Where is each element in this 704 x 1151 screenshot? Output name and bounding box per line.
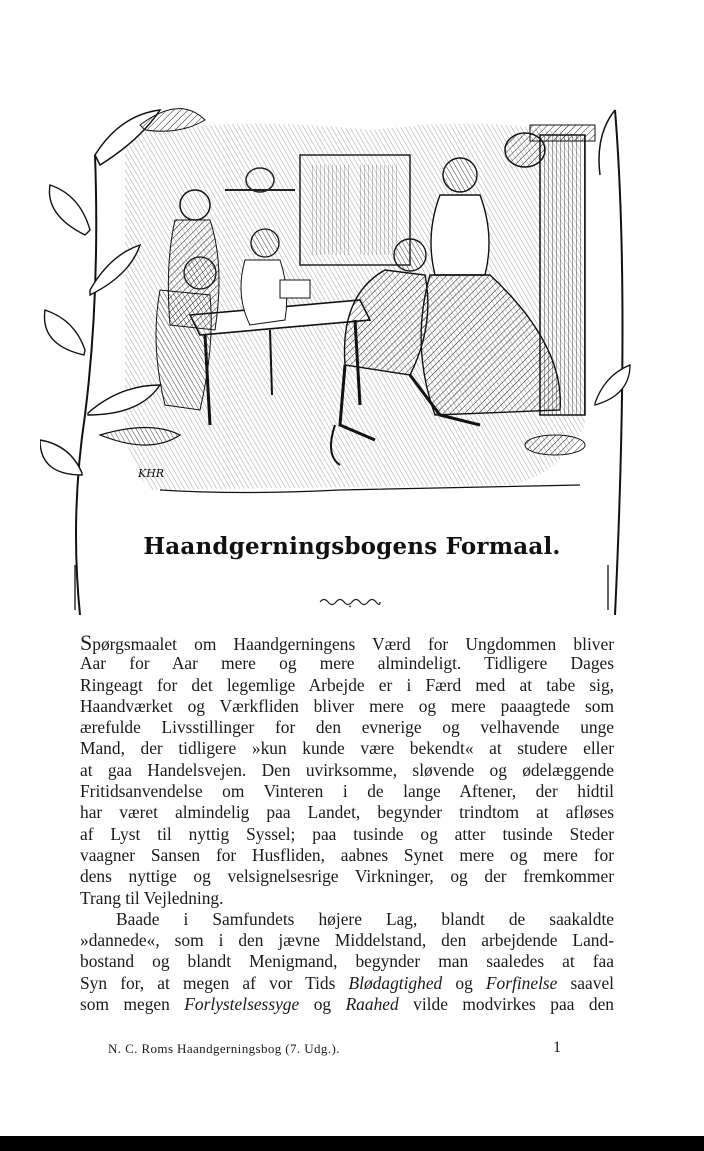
drop-cap: S — [80, 630, 93, 655]
emphasis: Raahed — [345, 994, 399, 1015]
text-line: Ringeagt for det legemlige Arbejde er i Færd med at tabe sig, — [80, 674, 614, 695]
text-line: bostand og blandt Menigmand, begynder man saaledes at faa — [80, 951, 614, 972]
text-line: dens nyttige og velsignelsesrige Virkninger, og der fremkommer — [80, 866, 614, 887]
text-line: »dannede«, som i den jævne Middelstand, den arbejdende Land- — [80, 930, 614, 951]
text-line: har været almindelig paa Landet, begynder trindtom at afløses — [80, 802, 614, 823]
text-line: ærefulde Livsstillinger for den evnerige og velhavende unge — [80, 717, 614, 738]
emphasis: Forlystelsessyge — [184, 994, 300, 1015]
text-line: Spørgsmaalet om Haandgerningens Værd for Ungdommen bliver — [80, 630, 614, 655]
running-footer: N. C. Roms Haandgerningsbog (7. Udg.). — [108, 1041, 340, 1056]
emphasis: Forfinelse — [485, 972, 558, 993]
scan-edge-bar — [0, 1136, 704, 1151]
text-line: Haandværket og Værkfliden bliver mere og mere paaagtede som — [80, 695, 614, 716]
page-title: Haandgerningsbogens Formaal. — [143, 533, 561, 560]
page-number: 1 — [553, 1039, 561, 1056]
text-line: Trang til Vejledning. — [80, 887, 224, 908]
text-line: Baade i Samfundets højere Lag, blandt de saakaldte — [116, 908, 614, 929]
text-line: Fritidsanvendelse om Vinteren i de lange Aftener, der hidtil — [80, 781, 614, 802]
text-line: Mand, der tidligere »kun kunde være bekendt« at studere eller — [80, 738, 614, 759]
text-line: af Lyst til nyttig Syssel; paa tusinde og atter tusinde Steder — [80, 823, 614, 844]
artist-signature: KHR — [138, 467, 165, 480]
body-text — [80, 632, 614, 1015]
emphasis: Blødagtighed — [348, 972, 443, 993]
text-line: at gaa Handelsvejen. Den uvirksomme, sløvende og ødelæggende — [80, 759, 614, 780]
wave-ornament — [318, 596, 382, 608]
text-line: Aar for Aar mere og mere almindeligt. Tidligere Dages — [80, 653, 614, 674]
text-line: vaagner Sansen for Husfliden, aabnes Synet mere og mere for — [80, 844, 614, 865]
text-line: Syn for, at megen af vor Tids Blødagtighed og Forfinelse saavel — [80, 972, 614, 993]
text-line: som megen Forlystelsessyge og Raahed vilde modvirkes paa den — [80, 994, 614, 1015]
